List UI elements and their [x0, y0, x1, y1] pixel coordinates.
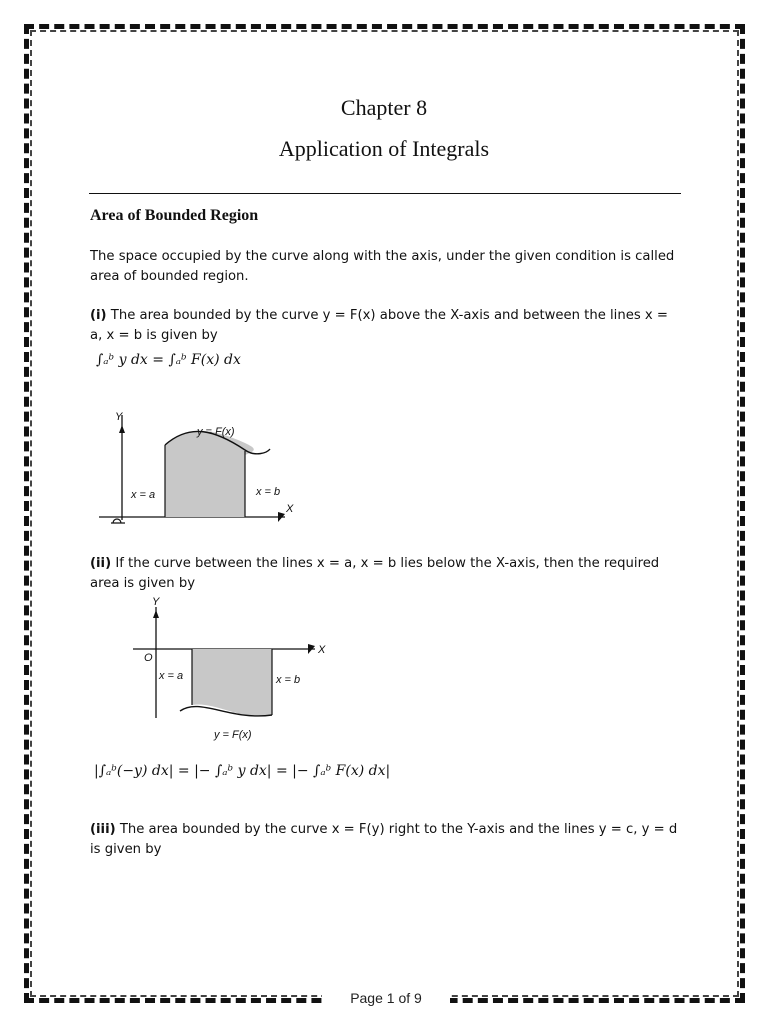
- item-iii-paragraph: [90, 820, 680, 860]
- formula-ii: |∫ₐᵇ(−y) dx| = |− ∫ₐᵇ y dx| = |− ∫ₐᵇ F(x) dx|: [94, 763, 391, 779]
- formula-i: ∫ₐᵇ y dx = ∫ₐᵇ F(x) dx: [96, 352, 241, 368]
- item-ii-label: (ii): [90, 556, 112, 571]
- section-heading: Area of Bounded Region: [90, 207, 259, 224]
- chapter-title: Application of Integrals: [278, 136, 490, 161]
- figure-area-below-axis: [130, 593, 340, 748]
- item-i-paragraph: [90, 306, 680, 346]
- y-axis-arrow: [119, 425, 125, 433]
- figure-area-above-axis: [95, 405, 315, 530]
- y-axis-label: Y: [115, 411, 123, 423]
- chapter-number: Chapter 8: [340, 95, 428, 120]
- item-i-text: The area bounded by the curve y = F(x) above the X-axis and between the lines x = a, x = b is given by: [90, 308, 668, 343]
- intro-paragraph: The space occupied by the curve along with the axis, under the given condition is called area of bounded region.: [90, 249, 675, 284]
- curve-label: y = F(x): [197, 426, 235, 438]
- divider: [89, 193, 681, 194]
- left-line-label: x = a: [159, 670, 184, 682]
- origin-mark: [111, 519, 125, 523]
- item-ii-text: If the curve between the lines x = a, x = b lies below the X-axis, then the required area is given by: [90, 556, 660, 591]
- x-axis-label: X: [318, 644, 326, 656]
- y-axis-label: Y: [152, 596, 160, 608]
- item-i-label: (i): [90, 308, 107, 323]
- item-ii-paragraph: [90, 554, 680, 594]
- right-line-label: x = b: [276, 674, 301, 686]
- shaded-area: [192, 649, 272, 716]
- x-axis-label: X: [286, 503, 294, 515]
- page-number: Page 1 of 9: [350, 990, 422, 1006]
- y-axis-arrow: [153, 610, 159, 618]
- curve-label: y = F(x): [214, 729, 252, 741]
- item-iii-text: The area bounded by the curve x = F(y) right to the Y-axis and the lines y = c, y = d is given by: [90, 822, 678, 857]
- item-iii-label: (iii): [90, 822, 116, 837]
- origin-label: O: [144, 652, 153, 664]
- right-line-label: x = b: [256, 486, 281, 498]
- shaded-area: [165, 431, 254, 517]
- left-line-label: x = a: [131, 489, 156, 501]
